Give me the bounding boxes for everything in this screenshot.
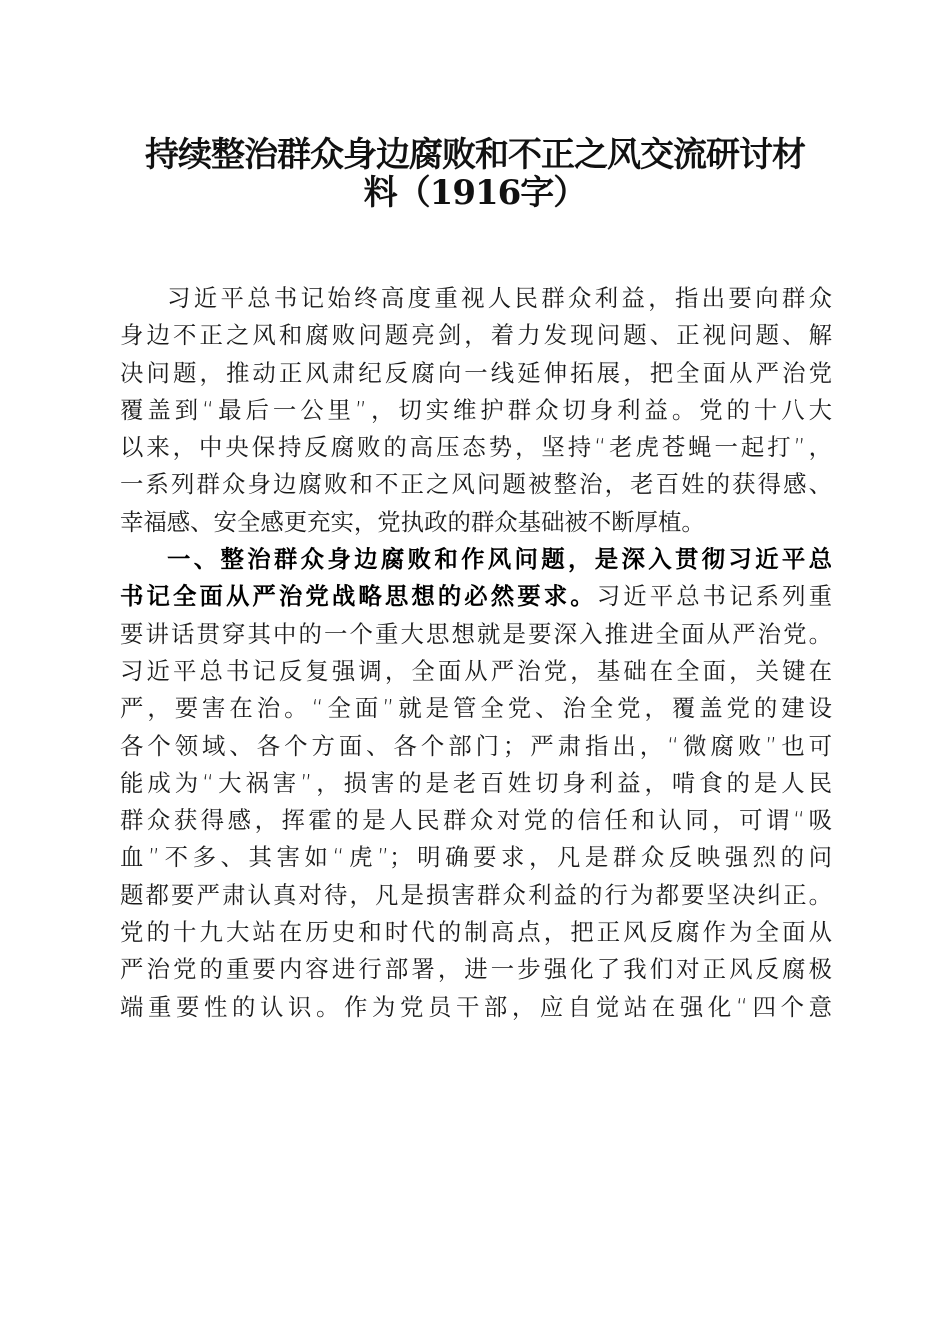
text-line: 幸福感、安全感更充实，党执政的群众基础被不断厚植。 (120, 507, 705, 536)
text-line: 以来，中央保持反腐败的高压态势，坚持“老虎苍蝇一起打”， (120, 433, 832, 462)
text-line: 各个领域、各个方面、各个部门；严肃指出，“微腐败”也可 (120, 731, 832, 760)
text-line: 覆盖到“最后一公里”，切实维护群众切身利益。党的十八大 (120, 395, 832, 424)
text-line: 身边不正之风和腐败问题亮剑，着力发现问题、正视问题、解 (120, 321, 832, 350)
text-fragment: 习近平总书记系列重 (596, 582, 833, 611)
text-line: 严治党的重要内容进行部署，进一步强化了我们对正风反腐极 (120, 955, 832, 984)
text-line: 要讲话贯穿其中的一个重大思想就是要深入推进全面从严治党。 (120, 619, 832, 648)
title-line-1: 持续整治群众身边腐败和不正之风交流研讨材 (145, 135, 805, 175)
document-title (100, 136, 850, 212)
text-line: 端重要性的认识。作为党员干部，应自觉站在强化“四个意 (120, 992, 832, 1021)
text-line: 习近平总书记始终高度重视人民群众利益，指出要向群众 (167, 284, 832, 312)
paragraph-intro (120, 280, 832, 541)
mixed-line (120, 578, 832, 615)
paragraph-section-1 (120, 541, 832, 1026)
text-line: 题都要严肃认真对待，凡是损害群众利益的行为都要坚决纠正。 (120, 880, 832, 909)
text-line: 一系列群众身边腐败和不正之风问题被整治，老百姓的获得感、 (120, 470, 832, 499)
text-line: 群众获得感，挥霍的是人民群众对党的信任和认同，可谓“吸 (120, 806, 832, 835)
text-line: 决问题，推动正风肃纪反腐向一线延伸拓展，把全面从严治党 (120, 358, 832, 387)
text-line: 能成为“大祸害”，损害的是老百姓切身利益，啃食的是人民 (120, 768, 832, 797)
text-line: 血”不多、其害如“虎”；明确要求，凡是群众反映强烈的问 (120, 843, 832, 872)
section-heading-line: 一、整治群众身边腐败和作风问题，是深入贯彻习近平总 (167, 545, 832, 574)
text-line: 严，要害在治。“全面”就是管全党、治全党，覆盖党的建设 (120, 694, 832, 723)
text-line: 党的十九大站在历史和时代的制高点，把正风反腐作为全面从 (120, 918, 832, 947)
document-body (120, 280, 832, 1026)
text-line: 习近平总书记反复强调，全面从严治党，基础在全面，关键在 (120, 656, 832, 685)
section-heading-tail: 书记全面从严治党战略思想的必然要求。 (120, 582, 597, 611)
title-line-2: 料（1916字） (363, 173, 587, 213)
